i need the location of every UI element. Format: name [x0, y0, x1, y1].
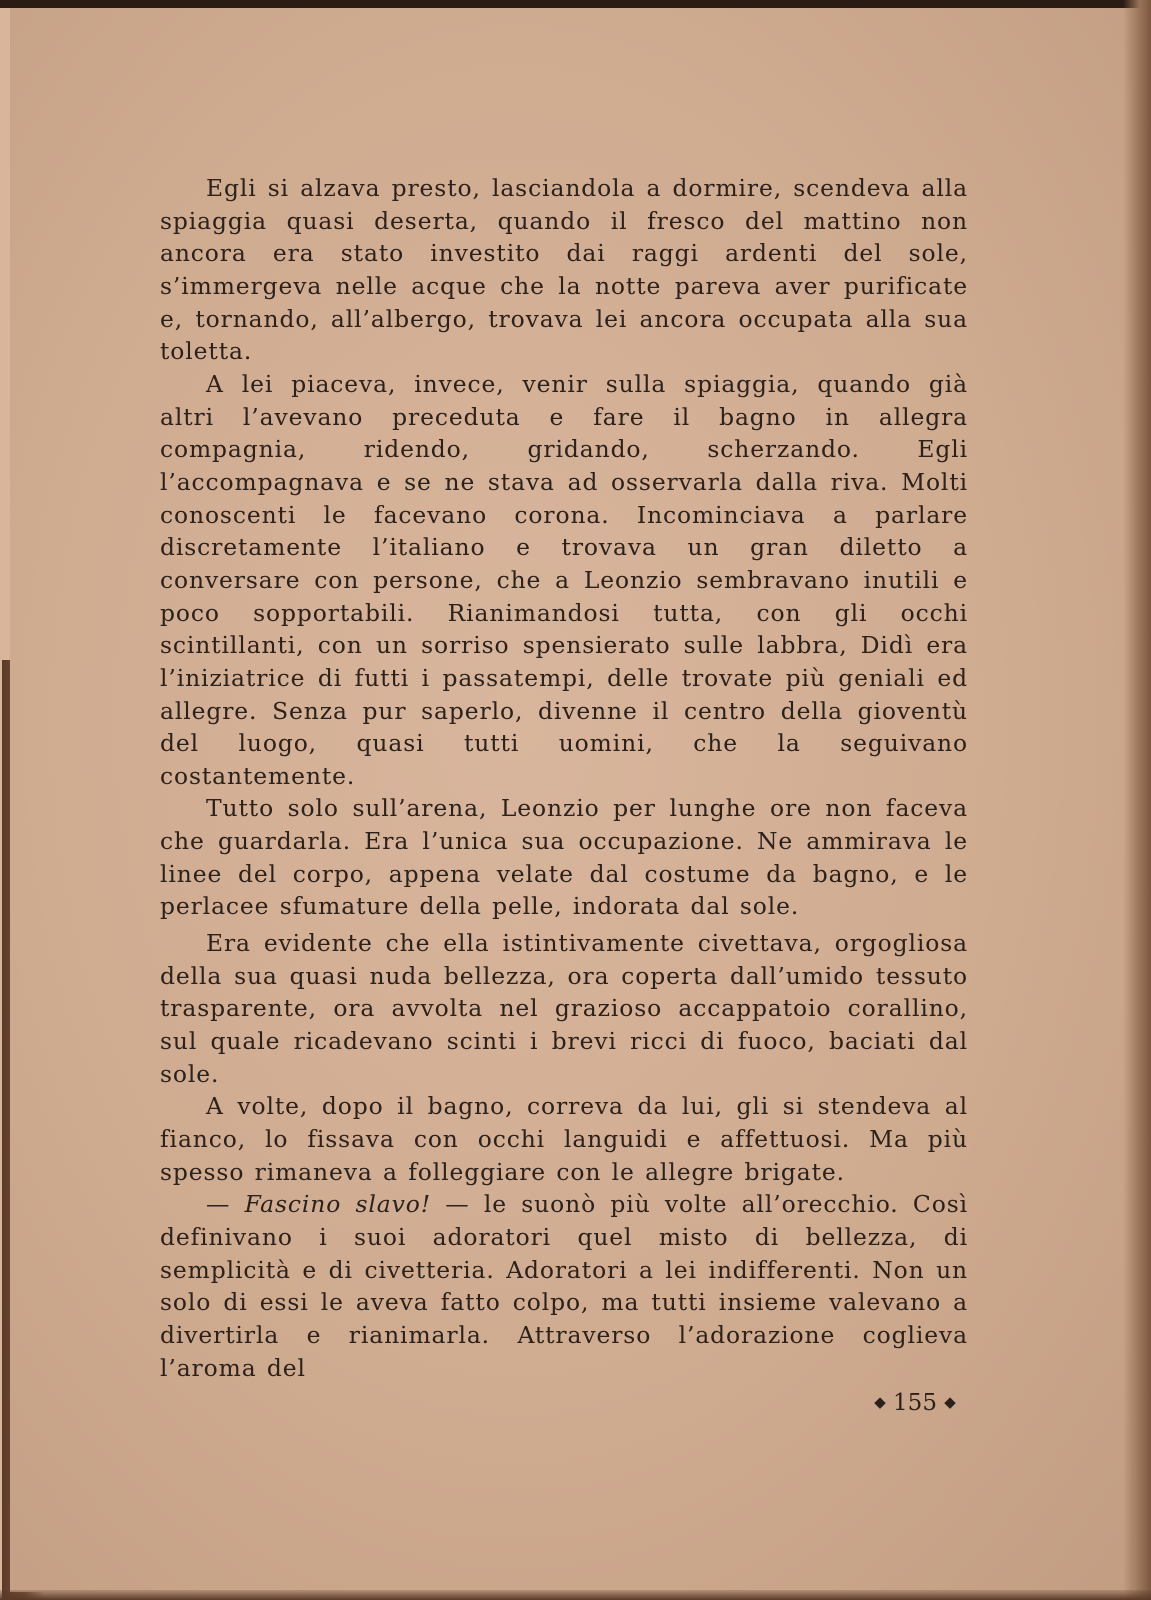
bottom-page-edge [0, 1590, 1151, 1600]
right-page-edge [1123, 0, 1151, 1600]
diamond-ornament-left-icon: ◆ [874, 1393, 886, 1411]
paragraph-2: A lei piaceva, invece, venir sulla spiaggia, quando già altri l’avevano preceduta e fare il bagno in allegra compagnia, ridendo, gridando, scherzando. Egli l’accompagnava e se ne stava ad osservarla dalla riva. Molti conoscenti le facevano corona. Incominciava a parlare discretamente l’italiano e trovava un gran diletto a conversare con persone, che a Leonzio sembravano inutili e poco sopportabili. Rianimandosi tutta, con gli occhi scintillanti, con un sorriso spensierato sulle labbra, Didì era l’iniziatrice di futti i passatempi, delle trovate più geniali ed allegre. Senza pur saperlo, divenne il centro della gioventù del luogo, quasi tutti uomini, che la seguivano costantemente. [160, 369, 968, 790]
top-cover-edge [0, 0, 1151, 8]
emphasized-phrase: Fascino slavo! [244, 1190, 432, 1219]
dialogue-dash: — [206, 1190, 245, 1219]
paragraph-5: A volte, dopo il bagno, correva da lui, gli si stendeva al fianco, lo fissava con occhi languidi e affettuosi. Ma più spesso rimaneva a folleggiare con le allegre brigate. [160, 1092, 968, 1186]
body-text [160, 172, 968, 1384]
paragraph-1: Egli si alzava presto, lasciandola a dormire, scendeva alla spiaggia quasi deserta, quando il fresco del mattino non ancora era stato investito dai raggi ardenti del sole, s’immergeva nelle acque che la notte pareva aver purificate e, tornando, all’albergo, trovava lei ancora occupata alla sua toletta. [160, 174, 968, 366]
page-number-footer [860, 1390, 970, 1416]
page-number: 155 [893, 1390, 937, 1416]
paragraph-6 [160, 1188, 968, 1384]
paragraph-3: Tutto solo sull’arena, Leonzio per lunghe ore non faceva che guardarla. Era l’unica sua occupazione. Ne ammirava le linee del corpo, appena velate dal costume da bagno, e le perlacee sfumature della pelle, indorata dal sole. [160, 794, 968, 921]
paragraph-4: Era evidente che ella istintivamente civettava, orgogliosa della sua quasi nuda bellezza, ora coperta dall’umido tessuto trasparente, ora avvolta nel grazioso accappatoio corallino, sul quale ricadevano scinti i brevi ricci di fuoco, baciati dal sole. [160, 929, 968, 1088]
paragraph-6-text: — le suonò più volte all’orecchio. Così definivano i suoi adoratori quel misto di bellezza, di semplicità e di civetteria. Adoratori a lei indifferenti. Non un solo di essi le aveva fatto colpo, ma tutti insieme valevano a divertirla e rianimarla. Attraverso l’adorazione coglieva l’aroma del [160, 1190, 968, 1382]
diamond-ornament-right-icon: ◆ [944, 1393, 956, 1411]
